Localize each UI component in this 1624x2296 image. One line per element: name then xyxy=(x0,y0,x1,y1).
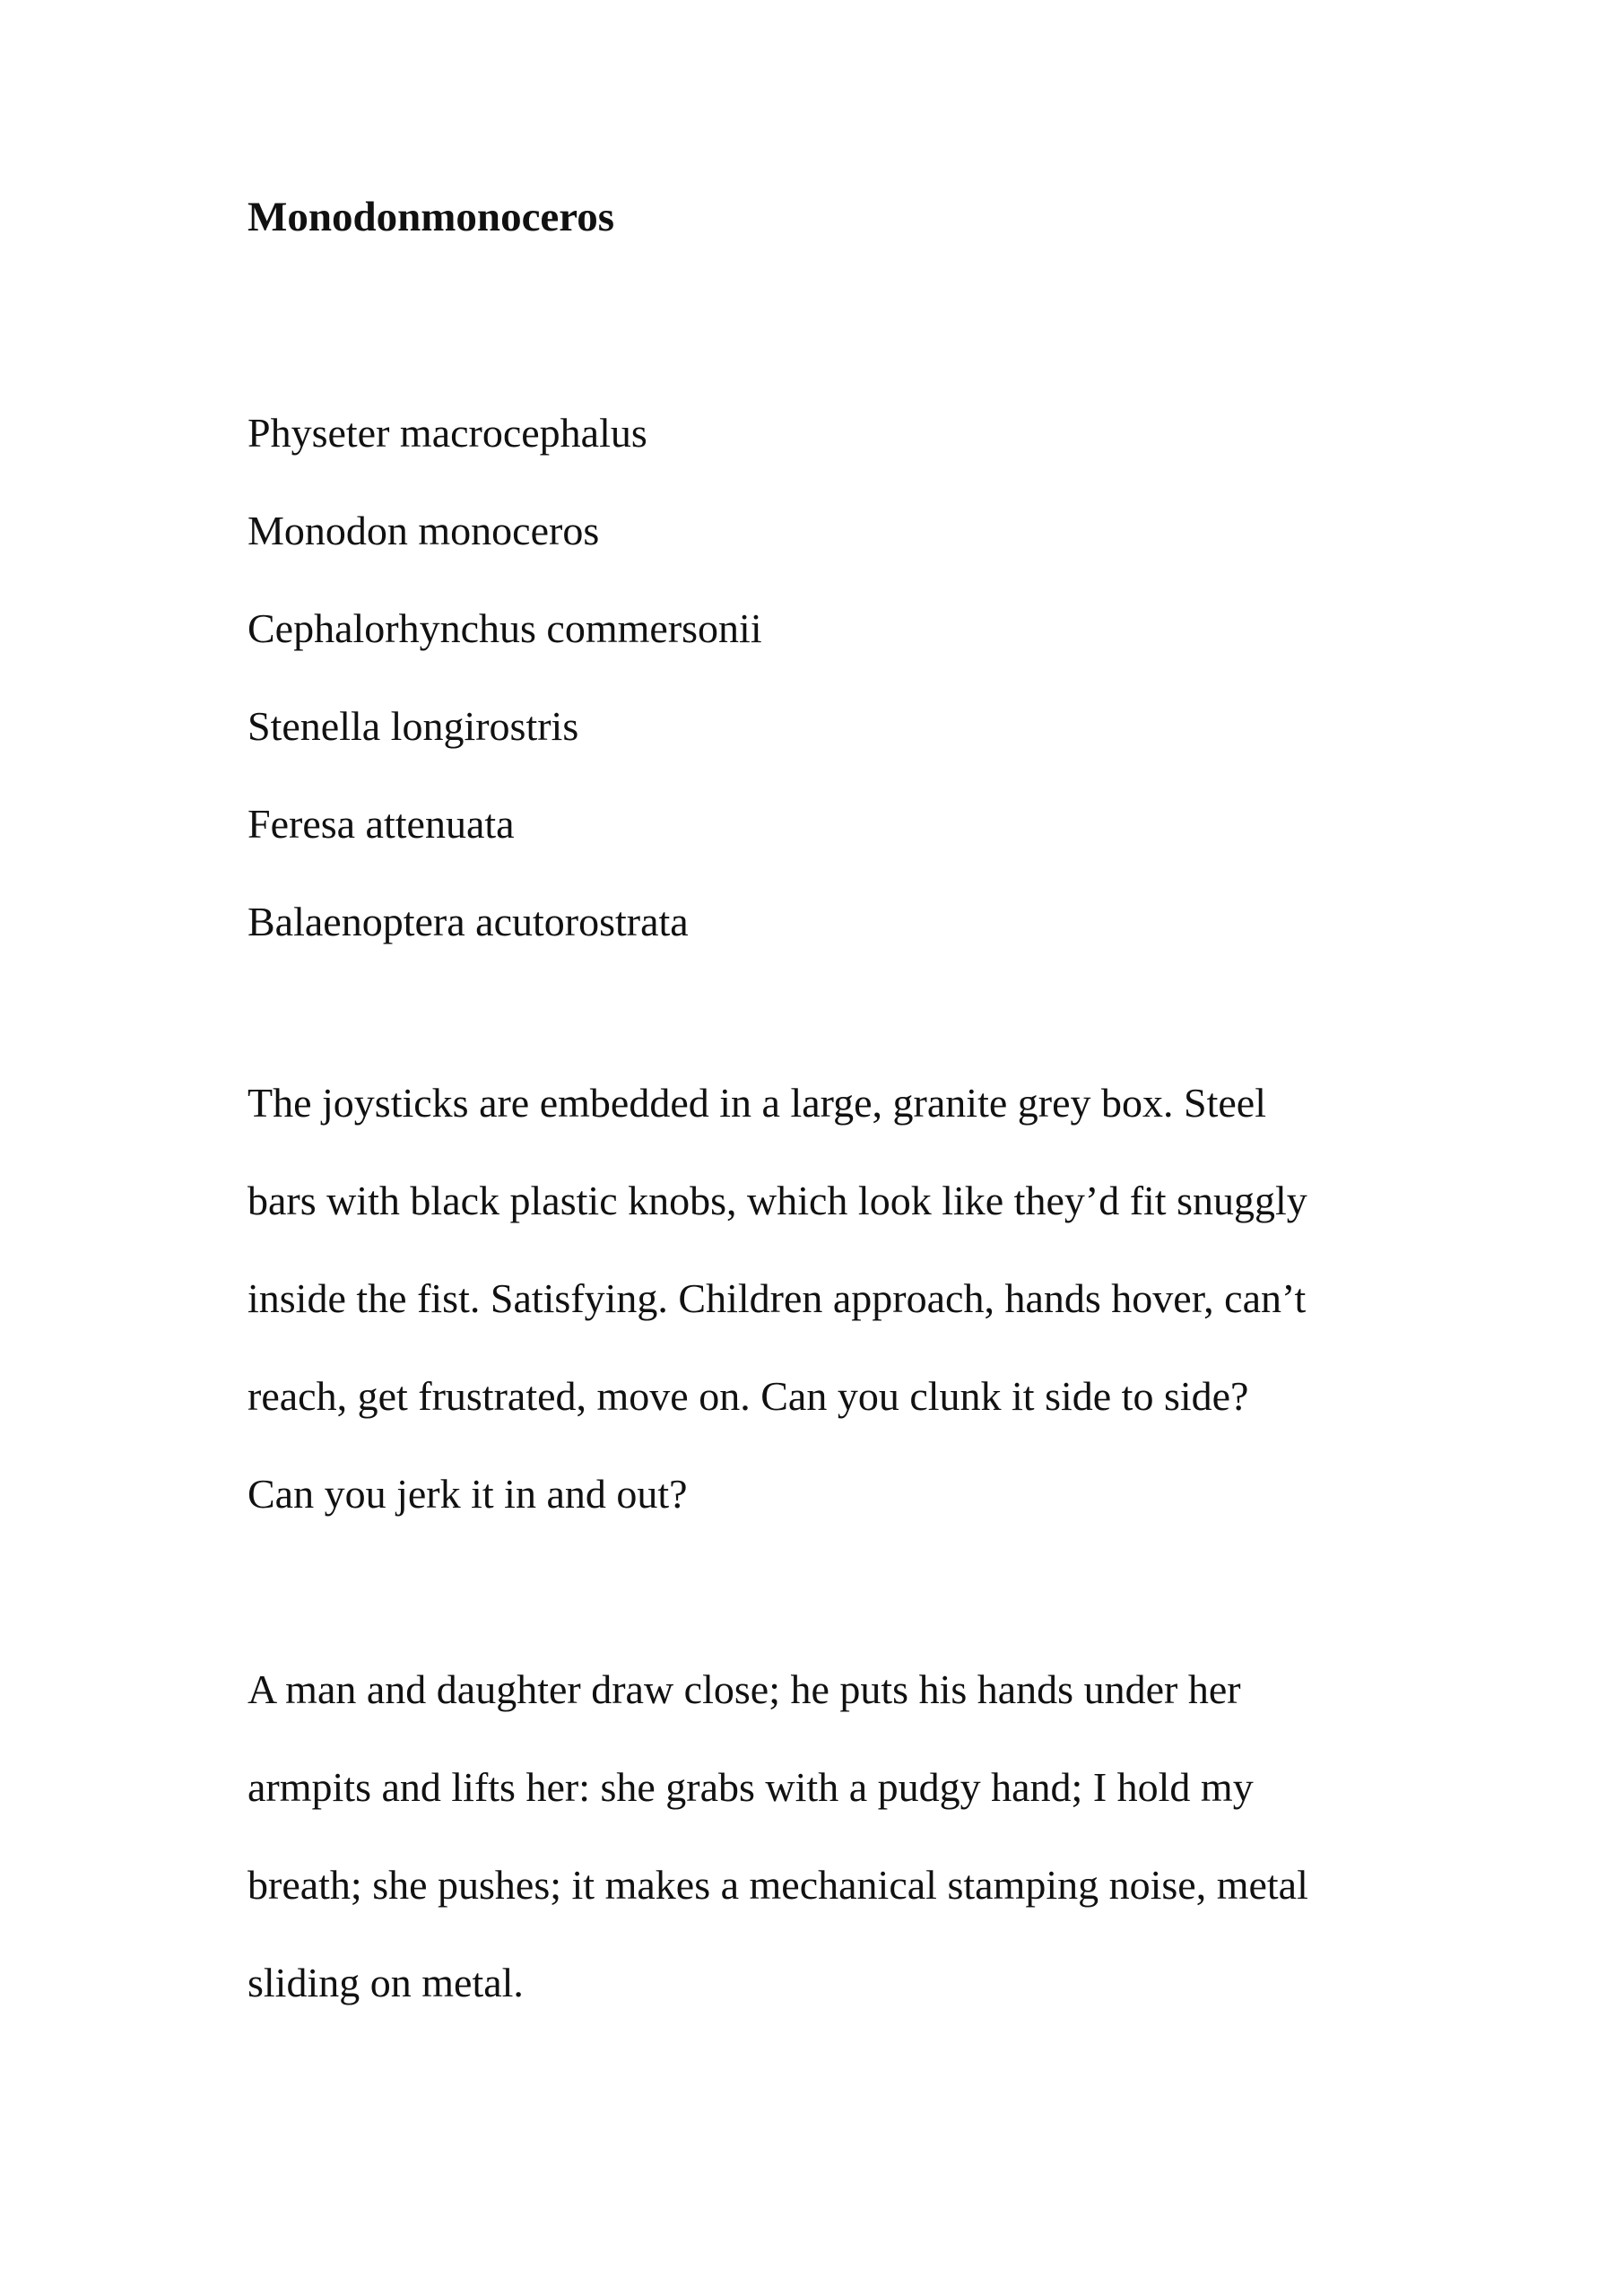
species-list xyxy=(248,384,762,970)
paragraph-line: The joysticks are embedded in a large, granite grey box. Steel xyxy=(248,1080,1266,1126)
paragraph-line: reach, get frustrated, move on. Can you clunk it side to side? xyxy=(248,1373,1249,1419)
species-item: Feresa attenuata xyxy=(248,801,515,847)
paragraph-man-and-daughter xyxy=(248,1640,1308,2031)
paragraph-line: sliding on metal. xyxy=(248,1960,524,2005)
paragraph-line: bars with black plastic knobs, which look like they’d fit snuggly xyxy=(248,1178,1307,1223)
paragraph-line: Can you jerk it in and out? xyxy=(248,1471,688,1517)
species-item: Cephalorhynchus commersonii xyxy=(248,605,762,651)
document-title: Monodonmonoceros xyxy=(248,194,615,240)
paragraph-line: breath; she pushes; it makes a mechanical stamping noise, metal xyxy=(248,1862,1308,1908)
paragraph-joysticks xyxy=(248,1054,1307,1543)
paragraph-line: armpits and lifts her: she grabs with a pudgy hand; I hold my xyxy=(248,1764,1254,1810)
species-item: Physeter macrocephalus xyxy=(248,410,647,456)
species-item: Monodon monoceros xyxy=(248,508,600,553)
paragraph-line: A man and daughter draw close; he puts his hands under her xyxy=(248,1666,1241,1712)
species-item: Balaenoptera acutorostrata xyxy=(248,899,689,944)
species-item: Stenella longirostris xyxy=(248,703,579,749)
paragraph-line: inside the fist. Satisfying. Children approach, hands hover, can’t xyxy=(248,1275,1307,1321)
